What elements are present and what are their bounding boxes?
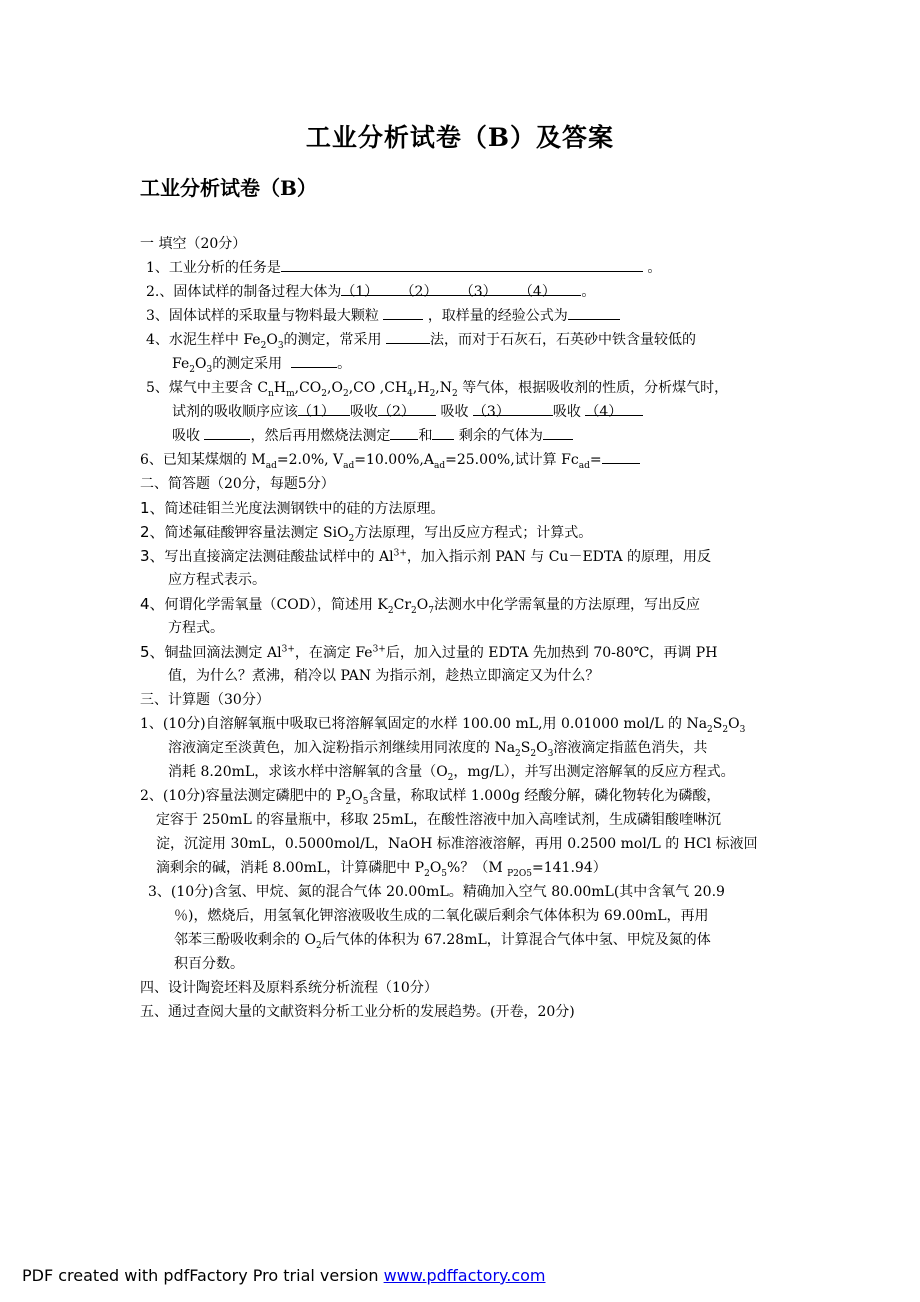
pdf-footer: PDF created with pdfFactory Pro trial version www.pdffactory.com [22, 1266, 546, 1285]
blank: （3） [473, 400, 553, 416]
question-3-1-cont: 溶液滴定至淡黄色，加入淀粉指示剂继续用同浓度的 $Na_2S_2O_3$溶液滴定指蓝色消失，共 [168, 740, 708, 759]
section-4-header: 四、设计陶瓷坯料及原料系统分析流程（10分） [140, 980, 438, 996]
page-title: 工业分析试卷（B）及答案 [305, 123, 615, 152]
blank: （1） [298, 400, 350, 416]
question-2-4: 4、何谓化学需氧量（COD），简述用 $K_2Cr_2O_7$法测水中化学需氧量的方法原理，写出反应 [140, 595, 700, 616]
question-2-3-cont: 应方程式表示。 [168, 572, 266, 588]
pdffactory-link[interactable]: www.pdffactory.com [383, 1266, 546, 1285]
question-3-2-cont3: 滴剩余的碱，消耗 8.00mL，计算磷肥中 $P_2O_5\%$？（M $_{P2O5}$=141.94） [156, 860, 607, 879]
question-3-1: 1、(10分)自溶解氧瓶中吸取已将溶解氧固定的水样 100.00 mL,用 0.01000 mol/L 的 $Na_2S_2O_3$ [140, 716, 746, 735]
exam-body [140, 232, 785, 1024]
question-3-3: 3、(10分)含氢、甲烷、氮的混合气体 20.00mL。精确加入空气 80.00mL(其中含氧气 20.9 [148, 884, 725, 900]
question-1-4: 4、水泥生样中 $Fe_2O_3$的测定，常采用 法，而对于石灰石，石英砂中铁含量较低的 [140, 328, 785, 352]
blank [390, 424, 418, 440]
blank [386, 328, 430, 344]
blank: （1） （2） （3） （4） [341, 280, 581, 296]
question-2-2: 2、简述氟硅酸钾容量法测定 SiO$_2$方法原理，写出反应方程式；计算式。 [140, 523, 593, 544]
question-3-2-cont2: 淀，沉淀用 30mL，0.5000mol/L，NaOH 标准溶液溶解，再用 0.2500 mol/L 的 HCl 标液回 [156, 836, 758, 852]
blank [204, 424, 250, 440]
question-1-5-cont2: 吸收 ，然后再用燃烧法测定 和 剩余的气体为 [140, 424, 785, 448]
question-1-2: 2.、固体试样的制备过程大体为（1） （2） （3） （4） 。 [140, 280, 785, 304]
question-1-1: 1、工业分析的任务是 。 [140, 256, 785, 280]
blank [281, 256, 643, 272]
section-5-header: 五、通过查阅大量的文献资料分析工业分析的发展趋势。(开卷，20分) [140, 1004, 575, 1020]
question-1-4-cont: $Fe_2O_3$的测定采用 。 [140, 352, 785, 376]
blank [568, 304, 620, 320]
question-3-3-cont: ％)，燃烧后，用氢氧化钾溶液吸收生成的二氧化碳后剩余气体体积为 69.00mL，再用 [174, 908, 709, 924]
section-title: 工业分析试卷（B） [140, 176, 317, 200]
blank: （2） [378, 400, 436, 416]
question-2-1: 1、简述硅钼兰光度法测钢铁中的硅的方法原理。 [140, 499, 445, 517]
blank [291, 352, 337, 368]
question-3-2: 2、(10分)容量法测定磷肥中的 $P_2O_5$含量，称取试样 1.000g 经酸分解，磷化物转化为磷酸， [140, 788, 721, 807]
blank [383, 304, 423, 320]
blank [543, 424, 573, 440]
question-2-5-cont: 值，为什么？煮沸，稍冷以 PAN 为指示剂，趁热立即滴定又为什么？ [168, 668, 600, 684]
blank [602, 448, 640, 464]
question-1-3: 3、固体试样的采取量与物料最大颗粒 ，取样量的经验公式为 [140, 304, 785, 328]
section-2-header: 二、简答题（20分，每题5分） [140, 476, 335, 492]
question-1-5-cont: 试剂的吸收顺序应该（1） 吸收（2） 吸收 （3） 吸收 （4） [140, 400, 785, 424]
question-1-5: 5、煤气中主要含 $C_nH_m,CO_2,O_2,CO$ $,CH_4,H_2,N_2$ 等气体，根据吸收剂的性质，分析煤气时， [146, 380, 729, 399]
question-3-2-cont: 定容于 250mL 的容量瓶中，移取 25mL，在酸性溶液中加入高喹试剂，生成磷钼酸喹啉沉 [156, 812, 722, 828]
question-3-3-cont3: 积百分数。 [174, 956, 244, 972]
blank: （4） [585, 400, 643, 416]
blank [432, 424, 454, 440]
question-2-4-cont: 方程式。 [168, 620, 224, 636]
question-3-3-cont2: 邻苯三酚吸收剩余的 $O_2$后气体的体积为 67.28mL，计算混合气体中氢、甲烷及氮的体 [174, 932, 711, 951]
section-3-header: 三、计算题（30分） [140, 692, 270, 708]
section-1-header: 一 填空（20分） [140, 236, 247, 252]
question-3-1-cont2: 消耗 8.20mL，求该水样中溶解氧的含量（$O_2$，mg/L），并写出测定溶解氧的反应方程式。 [168, 764, 735, 783]
question-2-5: 5、铜盐回滴法测定 $Al^{3+}$，在滴定 $Fe^{3+}$后，加入过量的 EDTA 先加热到 70-80℃，再调 PH [140, 643, 718, 661]
question-1-6: 6、已知某煤烟的 $M_{ad}=2.0\%$, $V_{ad}=10.00\%,A_{ad}=25.00\%$,试计算 $Fc_{ad}=$ [140, 448, 785, 472]
question-2-3: 3、写出直接滴定法测硅酸盐试样中的 $Al^{3+}$，加入指示剂 PAN 与 Cu－EDTA 的原理，用反 [140, 547, 712, 565]
